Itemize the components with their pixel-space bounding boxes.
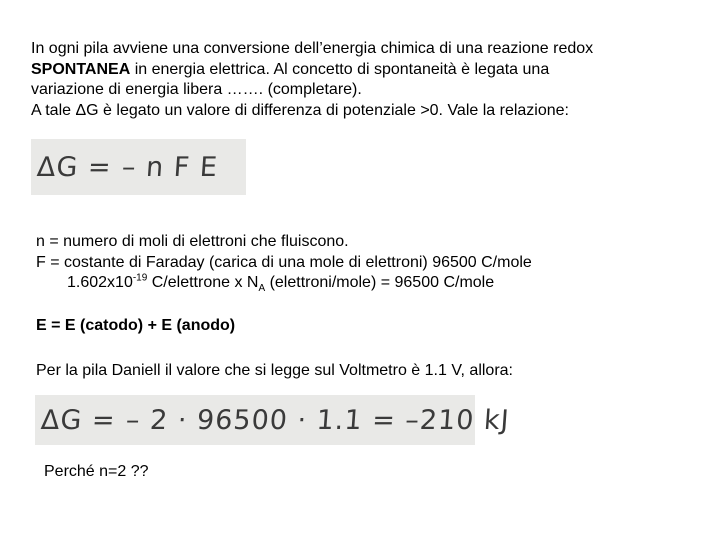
intro-line-4: A tale ΔG è legato un valore di differenza di potenziale >0. Vale la relazione: xyxy=(31,101,569,119)
calc-part-c: (elettroni/mole) = 96500 C/mole xyxy=(265,274,495,291)
calc-unit: kJ xyxy=(482,404,511,436)
handwritten-formula-delta-g xyxy=(31,139,246,195)
calc-lhs: ΔG = xyxy=(39,404,117,436)
handwritten-calculation xyxy=(35,395,511,445)
formula-lhs: ΔG = xyxy=(35,151,113,183)
cell-potential-equation: E = E (catodo) + E (anodo) xyxy=(36,317,236,334)
avogadro-subscript: A xyxy=(258,283,266,295)
spontanea-keyword: SPONTANEA xyxy=(31,60,131,78)
daniell-text: Per la pila Daniell il valore che si legge sul Voltmetro è 1.1 V, allora: xyxy=(36,362,513,379)
intro-line-1: In ogni pila avviene una conversione dell’energia chimica di una reazione redox xyxy=(31,40,594,57)
intro-paragraph xyxy=(31,39,593,121)
calc-part-b: C/elettrone x N xyxy=(147,274,259,291)
intro-line-2 xyxy=(31,60,593,81)
intro-line-3: variazione di energia libera ……. (completare). xyxy=(31,81,362,98)
faraday-calculation xyxy=(36,273,532,294)
definition-n: n = numero di moli di elettroni che fluiscono. xyxy=(36,233,349,250)
intro-line-2-rest: in energia elettrica. Al concetto di spontaneità è legata una xyxy=(130,60,550,78)
calc-rhs: – 2 · 96500 · 1.1 = –210 xyxy=(124,404,476,436)
calc-exponent: -19 xyxy=(132,272,148,284)
calc-part-a: 1.602x10 xyxy=(67,274,133,291)
definitions-block xyxy=(36,232,532,294)
definition-f: F = costante di Faraday (carica di una mole di elettroni) 96500 C/mole xyxy=(36,253,532,271)
formula-rhs: – n F E xyxy=(120,151,219,183)
question-text: Perché n=2 ?? xyxy=(44,463,149,480)
